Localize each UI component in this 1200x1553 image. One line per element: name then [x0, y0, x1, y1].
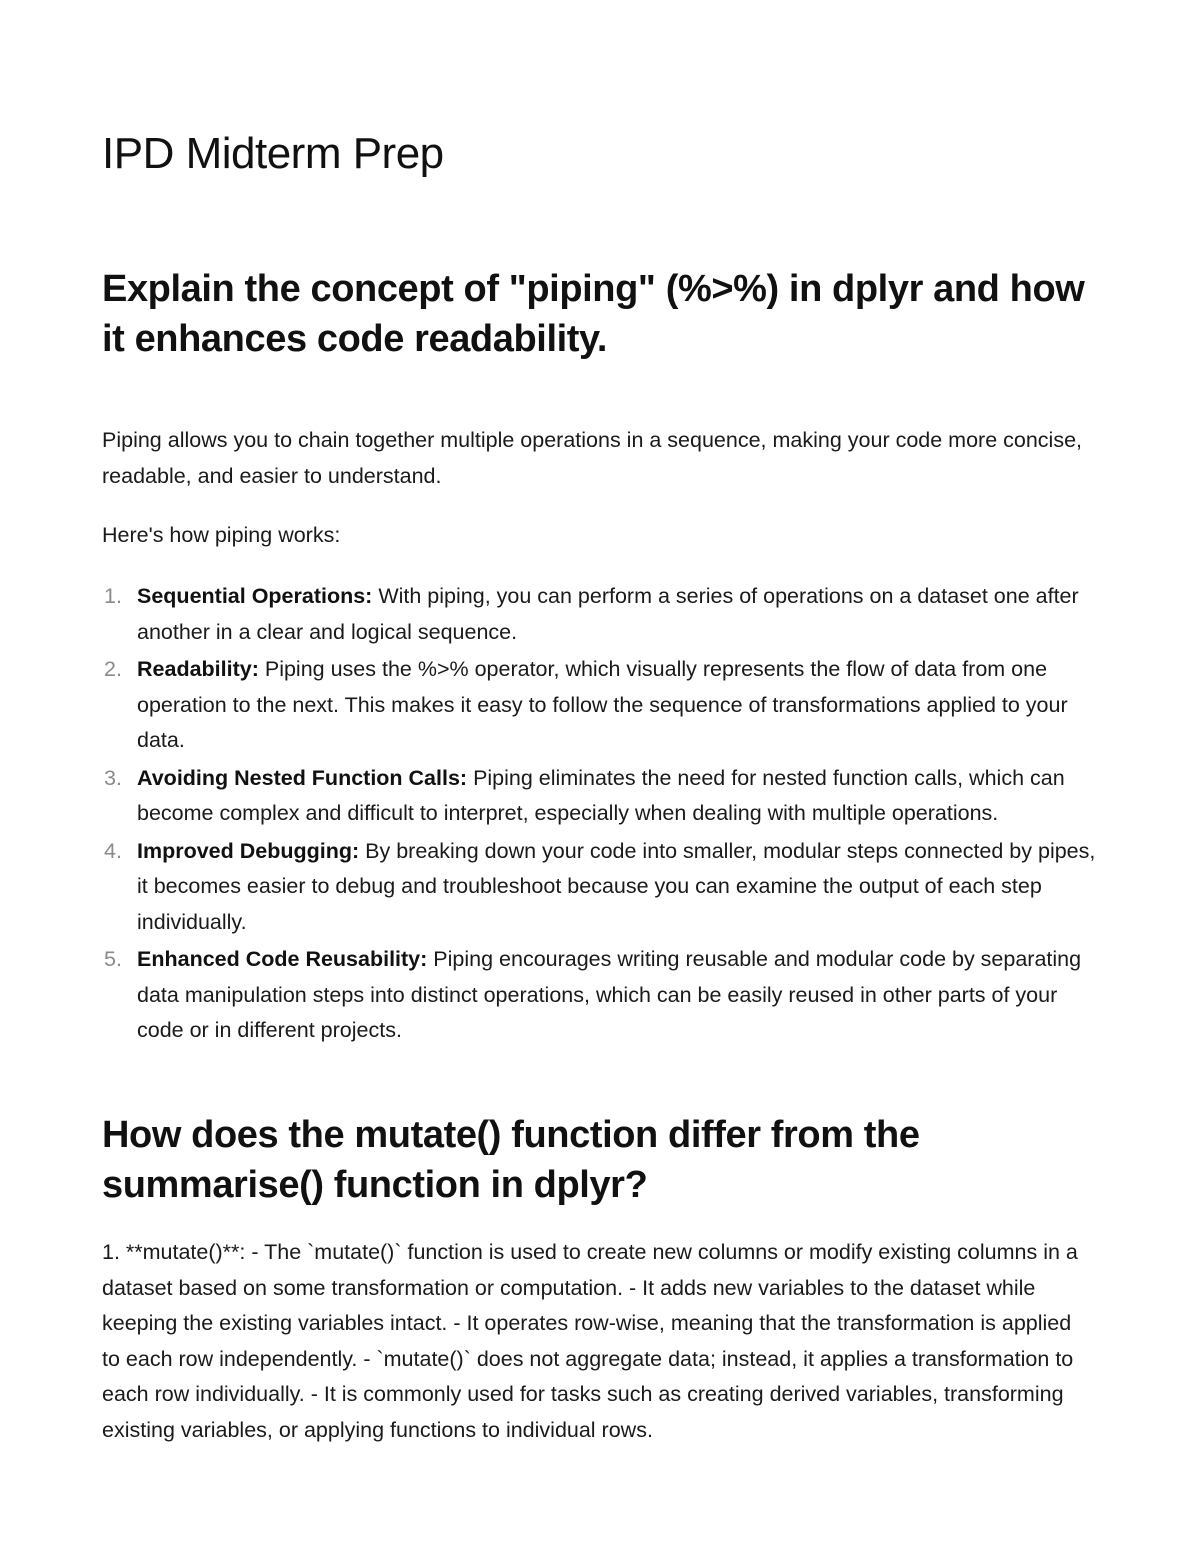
list-item-text: Piping uses the %>% operator, which visually represents the flow of data from one operation to the next. This makes it easy to follow the sequence of transformations applied to your data. — [137, 657, 1068, 752]
list-item-number: 4. — [104, 838, 122, 863]
list-item-number: 2. — [104, 657, 122, 681]
list-item — [102, 761, 1102, 832]
list-item-term: Improved Debugging: — [137, 838, 360, 863]
list-item-text: Piping eliminates the need for nested function calls, which can become complex and difficult to interpret, especially when dealing with multiple operations. — [137, 765, 1065, 825]
list-item — [102, 652, 1102, 759]
list-item — [102, 579, 1102, 650]
list-item — [102, 942, 1102, 1049]
list-item-number: 1. — [104, 584, 122, 608]
section-heading-piping: Explain the concept of "piping" (%>%) in dplyr and how it enhances code readability. — [102, 268, 1085, 360]
list-item-text: With piping, you can perform a series of operations on a dataset one after another in a clear and logical sequence. — [137, 584, 1079, 644]
list-item-number: 5. — [104, 947, 122, 971]
list-item-term: Sequential Operations: — [137, 584, 373, 608]
list-item-text: By breaking down your code into smaller, modular steps connected by pipes, it becomes easier to debug and troubleshoot because you can examine the output of each step individually. — [137, 838, 1096, 934]
list-item-term: Avoiding Nested Function Calls: — [137, 765, 468, 790]
piping-intro-paragraph: Piping allows you to chain together multiple operations in a sequence, making your code more concise, readable, and easier to understand. — [102, 428, 1083, 488]
list-item-term: Readability: — [137, 657, 259, 681]
list-item — [102, 834, 1102, 941]
page-title: IPD Midterm Prep — [102, 129, 444, 178]
section-heading-mutate-vs-summarise: How does the mutate() function differ from the summarise() function in dplyr? — [102, 1114, 920, 1206]
mutate-explanation-paragraph: 1. **mutate()**: - The `mutate()` function is used to create new columns or modify existing columns in a dataset based on some transformation or computation. - It adds new variables to the dataset while keeping the existing variables intact. - It operates row-wise, meaning that the transformation is applied to each row independently. - `mutate()` does not aggregate data; instead, it applies a transformation to each row individually. - It is commonly used for tasks such as creating derived variables, transforming existing variables, or applying functions to individual rows. — [102, 1240, 1078, 1442]
list-item-number: 3. — [104, 765, 122, 790]
piping-benefits-list — [102, 579, 1102, 1051]
list-item-term: Enhanced Code Reusability: — [137, 947, 428, 971]
piping-lead-paragraph: Here's how piping works: — [102, 523, 341, 547]
list-item-text: Piping encourages writing reusable and modular code by separating data manipulation steps into distinct operations, which can be easily reused in other parts of your code or in different projects. — [137, 947, 1082, 1042]
